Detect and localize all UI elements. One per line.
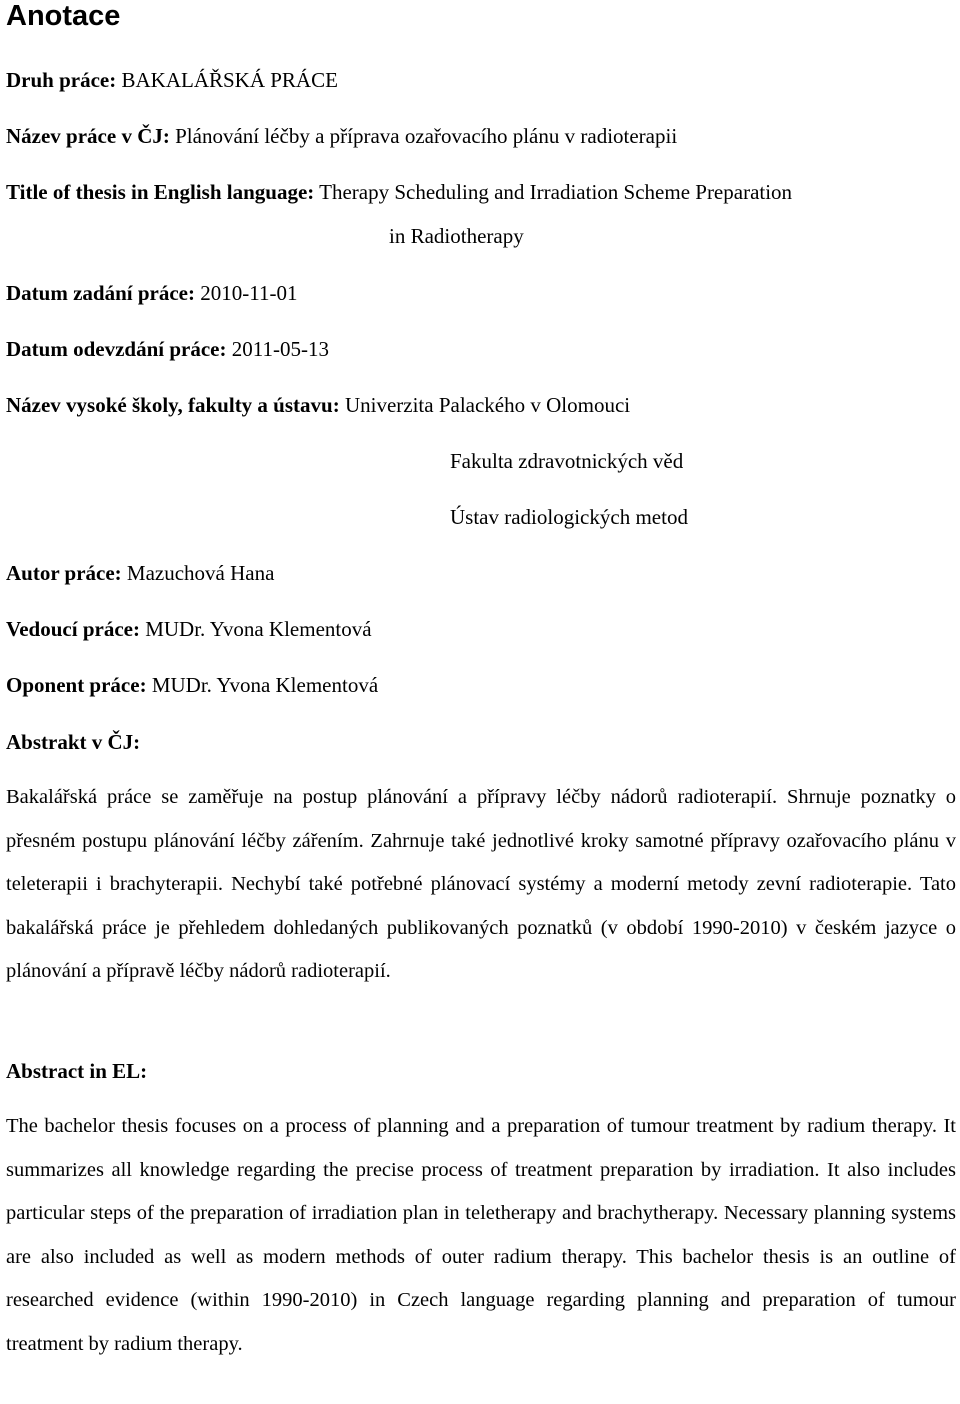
- field-supervisor-label: Vedoucí práce:: [6, 617, 140, 641]
- abstract-cz-heading: Abstrakt v ČJ:: [6, 730, 141, 754]
- field-supervisor-value: MUDr. Yvona Klementová: [145, 617, 372, 641]
- field-institution-label: Název vysoké školy, fakulty a ústavu:: [6, 393, 340, 417]
- field-assignment-date: [6, 279, 297, 307]
- field-assignment-date-value: 2010-11-01: [200, 281, 298, 305]
- field-institution-university: Univerzita Palackého v Olomouci: [344, 393, 631, 417]
- field-opponent-value: MUDr. Yvona Klementová: [151, 673, 379, 697]
- field-author-label: Autor práce:: [6, 561, 122, 585]
- abstract-cz-text: Bakalářská práce se zaměřuje na postup plánování a přípravy léčby nádorů radioterapií. Shrnuje poznatky o přesném postupu plánování léčby zářením. Zahrnuje také jednotlivé kroky samotné přípravy ozařovacího plánu v teleterapii i brachyterapii. Nechybí také potřebné plánovací systémy a moderní metody zevní radioterapie. Tato bakalářská práce je přehledem dohledaných publikovaných poznatků (v období 1990-2010) v českém jazyce o plánování a přípravě léčby nádorů radioterapií.: [6, 786, 956, 983]
- field-title-en-value-line2: in Radiotherapy: [389, 224, 524, 248]
- field-opponent: [6, 671, 378, 699]
- field-title-cz: [6, 122, 677, 150]
- field-title-en-value-line1: Therapy Scheduling and Irradiation Scheme Preparation: [319, 180, 793, 204]
- page-title: Anotace: [6, 0, 121, 32]
- field-submission-date-value: 2011-05-13: [231, 337, 329, 361]
- field-title-en: [6, 178, 792, 206]
- field-thesis-type: [6, 66, 338, 94]
- field-submission-date: [6, 335, 329, 363]
- abstract-en-text: The bachelor thesis focuses on a process of planning and a preparation of tumour treatment by radium therapy. It summarizes all knowledge regarding the precise process of treatment preparation by irradiation. It also includes particular steps of the preparation of irradiation plan in teletherapy and brachytherapy. Necessary planning systems are also included as well as modern methods of outer radium therapy. This bachelor thesis is an outline of researched evidence (within 1990-2010) in Czech language regarding planning and preparation of tumour treatment by radium therapy.: [6, 1115, 956, 1355]
- field-institution: [6, 391, 630, 419]
- field-thesis-type-value: BAKALÁŘSKÁ PRÁCE: [121, 68, 338, 92]
- field-author: [6, 559, 274, 587]
- field-author-value: Mazuchová Hana: [126, 561, 275, 585]
- field-submission-date-label: Datum odevzdání práce:: [6, 337, 227, 361]
- field-opponent-label: Oponent práce:: [6, 673, 147, 697]
- field-title-en-label: Title of thesis in English language:: [6, 180, 315, 204]
- field-assignment-date-label: Datum zadání práce:: [6, 281, 195, 305]
- field-thesis-type-label: Druh práce:: [6, 68, 117, 92]
- field-title-cz-value: Plánování léčby a příprava ozařovacího plánu v radioterapii: [175, 124, 678, 148]
- field-institution-department: Ústav radiologických metod: [450, 505, 688, 529]
- field-title-cz-label: Název práce v ČJ:: [6, 124, 170, 148]
- abstract-en-heading: Abstract in EL:: [6, 1059, 148, 1083]
- field-supervisor: [6, 615, 372, 643]
- field-institution-faculty: Fakulta zdravotnických věd: [450, 449, 684, 473]
